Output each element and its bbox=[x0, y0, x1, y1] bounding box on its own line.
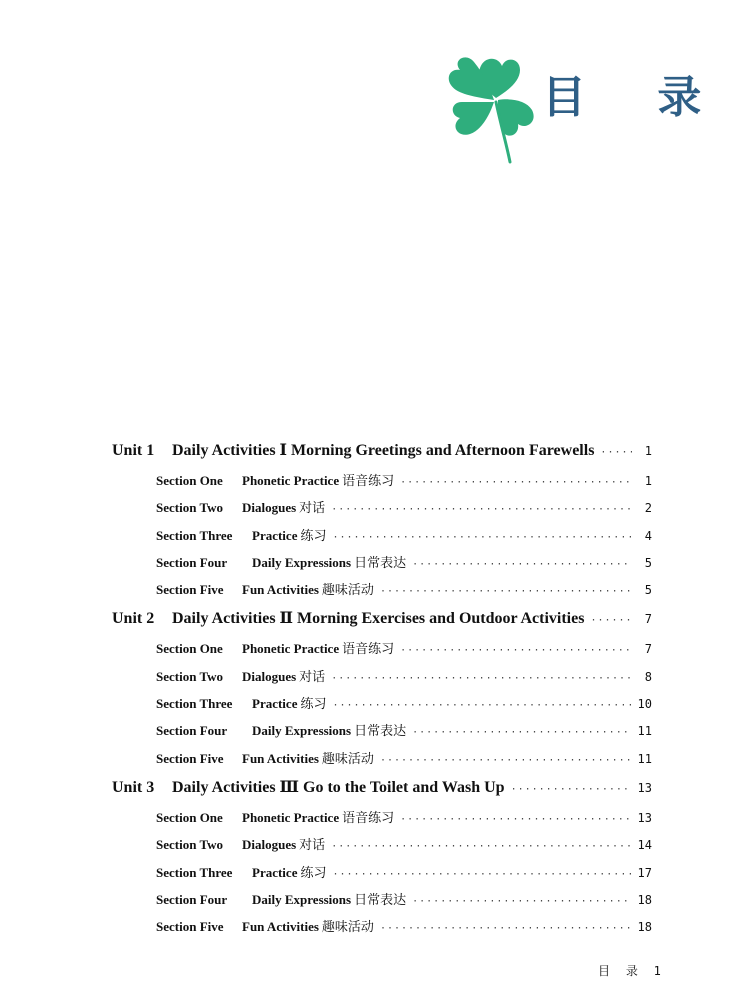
section-label: Section Three bbox=[156, 696, 233, 712]
dot-leader bbox=[412, 888, 631, 913]
section-title-en: Practice bbox=[252, 864, 298, 880]
toc-section-entry[interactable] bbox=[112, 717, 652, 744]
unit-label: Unit 2 bbox=[112, 610, 155, 628]
page-number: 11 bbox=[637, 751, 652, 766]
section-title-en: Phonetic Practice bbox=[242, 641, 340, 657]
dot-leader bbox=[600, 437, 632, 467]
unit-title: Daily Activities Ⅲ Go to the Toilet and Wash Up bbox=[172, 778, 505, 796]
toc-section-entry[interactable] bbox=[112, 467, 652, 494]
section-title-cn: 日常表达 bbox=[354, 724, 407, 740]
dot-leader bbox=[400, 469, 632, 494]
section-title-en: Fun Activities bbox=[242, 750, 319, 766]
toc-section-entry[interactable] bbox=[112, 663, 652, 690]
footer-title: 目 录 bbox=[598, 964, 644, 978]
toc-section-entry[interactable] bbox=[112, 804, 652, 831]
dot-leader bbox=[332, 861, 631, 886]
section-label: Section One bbox=[156, 473, 223, 488]
dot-leader bbox=[380, 915, 632, 940]
page-number: 13 bbox=[637, 810, 652, 825]
dot-leader bbox=[412, 551, 632, 576]
section-label: Section Two bbox=[156, 500, 224, 516]
section-label: Section Four bbox=[156, 723, 228, 739]
section-label: Section Five bbox=[156, 582, 224, 598]
page-number: 10 bbox=[637, 697, 652, 712]
section-title-cn: 趣味活动 bbox=[321, 583, 374, 599]
section-label: Section Five bbox=[156, 750, 224, 766]
section-title-cn: 语音练习 bbox=[342, 474, 395, 489]
dot-leader bbox=[331, 665, 632, 690]
section-title-en: Fun Activities bbox=[242, 919, 319, 935]
toc-section-entry[interactable] bbox=[112, 576, 652, 603]
section-title-cn: 对话 bbox=[299, 669, 326, 685]
dot-leader bbox=[380, 578, 632, 603]
section-label: Section One bbox=[156, 641, 223, 657]
page-number: 18 bbox=[637, 892, 652, 907]
section-title-cn: 日常表达 bbox=[354, 892, 407, 908]
section-label: Section Two bbox=[156, 837, 224, 853]
page-number: 18 bbox=[637, 920, 652, 935]
unit-label: Unit 1 bbox=[112, 442, 155, 459]
section-label: Section Four bbox=[156, 891, 228, 907]
toc-section-entry[interactable] bbox=[112, 494, 652, 521]
clover-icon bbox=[440, 50, 540, 168]
page-number: 4 bbox=[644, 528, 652, 543]
section-label: Section Three bbox=[156, 527, 233, 543]
dot-leader bbox=[331, 496, 632, 521]
dot-leader bbox=[412, 719, 631, 744]
toc-unit-entry[interactable] bbox=[112, 435, 652, 467]
section-title-cn: 练习 bbox=[300, 865, 327, 881]
section-title-en: Dialogues bbox=[242, 668, 297, 684]
section-title-cn: 趣味活动 bbox=[321, 920, 374, 936]
unit-label: Unit 3 bbox=[112, 778, 155, 796]
toc-section-entry[interactable] bbox=[112, 635, 652, 662]
section-label: Section Three bbox=[156, 864, 233, 880]
section-title-cn: 语音练习 bbox=[342, 642, 395, 658]
page-number: 8 bbox=[644, 669, 652, 684]
toc-section-entry[interactable] bbox=[112, 831, 652, 858]
unit-title: Daily Activities Ⅱ Morning Exercises and Outdoor Activities bbox=[172, 610, 585, 628]
page-number: 5 bbox=[644, 583, 652, 598]
section-title-en: Practice bbox=[252, 527, 298, 543]
section-title-en: Fun Activities bbox=[242, 582, 319, 598]
toc-header bbox=[440, 50, 730, 170]
toc-section-entry[interactable] bbox=[112, 859, 652, 886]
page-number: 2 bbox=[644, 501, 652, 516]
dot-leader bbox=[332, 524, 632, 549]
unit-title: Daily Activities Ⅰ Morning Greetings and Afternoon Farewells bbox=[172, 442, 595, 459]
section-title-en: Dialogues bbox=[242, 500, 297, 516]
section-title-cn: 练习 bbox=[300, 528, 327, 544]
page-number: 13 bbox=[637, 780, 652, 795]
section-title-en: Daily Expressions bbox=[252, 723, 352, 739]
page-number: 17 bbox=[637, 865, 652, 880]
toc-section-entry[interactable] bbox=[112, 913, 652, 940]
dot-leader bbox=[590, 605, 632, 635]
section-title-cn: 趣味活动 bbox=[321, 751, 374, 767]
section-title-cn: 日常表达 bbox=[354, 555, 407, 571]
footer-page-number: 1 bbox=[653, 964, 661, 978]
dot-leader bbox=[400, 806, 631, 831]
section-title-cn: 练习 bbox=[300, 697, 327, 713]
page-number: 14 bbox=[637, 838, 652, 853]
section-title-cn: 对话 bbox=[299, 501, 326, 517]
toc-unit-entry[interactable] bbox=[112, 772, 652, 804]
section-title-cn: 对话 bbox=[299, 838, 326, 854]
page-number: 1 bbox=[644, 444, 652, 458]
page-number: 5 bbox=[644, 555, 652, 570]
dot-leader bbox=[511, 774, 632, 804]
dot-leader bbox=[332, 692, 631, 717]
section-label: Section Five bbox=[156, 919, 224, 935]
section-title-en: Daily Expressions bbox=[252, 554, 352, 570]
toc-section-entry[interactable] bbox=[112, 690, 652, 717]
toc-section-entry[interactable] bbox=[112, 549, 652, 576]
section-title-en: Phonetic Practice bbox=[242, 473, 340, 488]
toc-unit-entry[interactable] bbox=[112, 603, 652, 635]
dot-leader bbox=[400, 637, 632, 662]
section-title-en: Phonetic Practice bbox=[242, 809, 340, 825]
dot-leader bbox=[380, 747, 632, 772]
page-title: 目 录 bbox=[542, 72, 730, 123]
section-title-cn: 语音练习 bbox=[342, 810, 395, 826]
page-number: 11 bbox=[637, 724, 652, 739]
table-of-contents bbox=[112, 435, 652, 940]
section-label: Section One bbox=[156, 809, 223, 825]
page-number: 7 bbox=[644, 642, 652, 657]
toc-section-entry[interactable] bbox=[112, 522, 652, 549]
dot-leader bbox=[331, 833, 631, 858]
section-title-en: Practice bbox=[252, 696, 298, 712]
toc-section-entry[interactable] bbox=[112, 745, 652, 772]
page-number: 7 bbox=[644, 612, 652, 627]
section-title-en: Dialogues bbox=[242, 837, 297, 853]
section-label: Section Two bbox=[156, 668, 224, 684]
section-title-en: Daily Expressions bbox=[252, 891, 352, 907]
page-number: 1 bbox=[644, 474, 652, 488]
section-label: Section Four bbox=[156, 554, 228, 570]
toc-section-entry[interactable] bbox=[112, 886, 652, 913]
page-footer bbox=[598, 962, 661, 979]
